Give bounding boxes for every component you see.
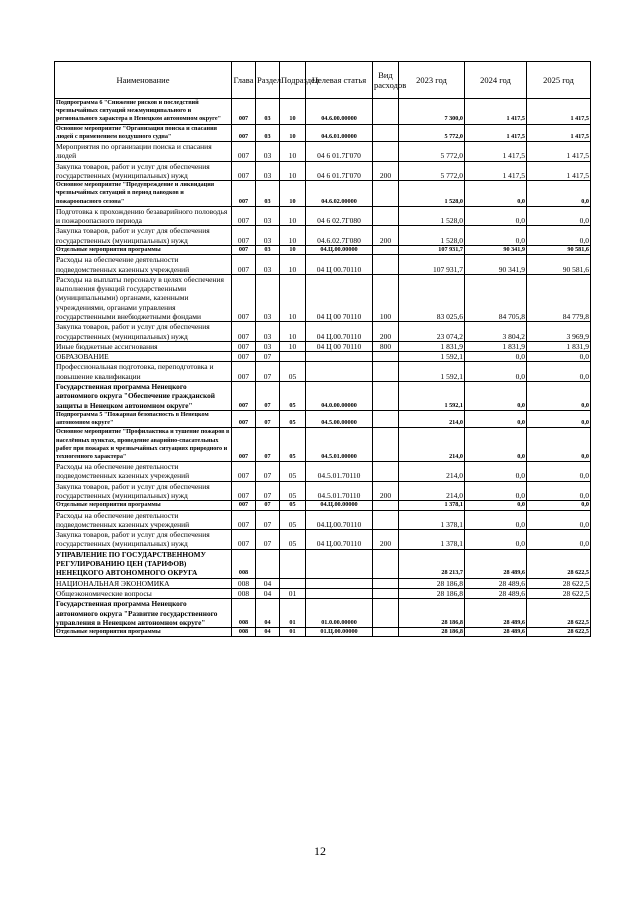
row-expense-type [373,578,399,588]
row-podrazdel: 05 [280,382,306,411]
row-glava: 007 [232,428,256,462]
row-value-2023: 107 931,7 [399,255,465,275]
row-value-2025: 0,0 [527,362,591,382]
row-expense-type: 200 [373,161,399,181]
row-target-article [306,578,373,588]
row-expense-type: 800 [373,341,399,351]
table-row [55,578,591,588]
row-value-2023: 7 300,0 [399,99,465,125]
row-value-2024: 0,0 [465,462,527,482]
row-expense-type [373,362,399,382]
row-podrazdel [280,549,306,578]
table-row [55,181,591,207]
row-value-2023: 28 213,7 [399,549,465,578]
row-razdel: 03 [256,181,280,207]
table-row [55,352,591,362]
row-razdel: 03 [256,246,280,255]
row-expense-type [373,352,399,362]
row-target-article: 04 6 01.7Г070 [306,142,373,162]
row-glava: 008 [232,628,256,637]
row-razdel: 07 [256,510,280,530]
row-podrazdel: 05 [280,501,306,510]
row-podrazdel: 01 [280,599,306,628]
row-expense-type [373,428,399,462]
row-podrazdel [280,352,306,362]
row-razdel: 03 [256,255,280,275]
row-value-2025: 3 969,9 [527,322,591,342]
row-value-2024: 1 417,5 [465,124,527,141]
row-razdel: 07 [256,410,280,427]
row-target-article: 04.6.02.00000 [306,181,373,207]
row-target-article: 04.Ц.00.00000 [306,501,373,510]
table-body [55,99,591,637]
row-expense-type: 200 [373,530,399,550]
row-value-2024: 1 417,5 [465,142,527,162]
row-value-2025: 84 779,8 [527,274,591,321]
row-value-2024: 90 341,9 [465,255,527,275]
row-expense-type [373,142,399,162]
row-name: Подпрограмма 5 "Пожарная безопасность в Ненецком автономном округе" [55,410,232,427]
row-glava: 007 [232,530,256,550]
row-name: Отдельные мероприятия программы [55,501,232,510]
row-name: Отдельные мероприятия программы [55,628,232,637]
row-name: Мероприятия по организации поиска и спасания людей [55,142,232,162]
row-value-2023: 28 186,8 [399,578,465,588]
row-value-2025: 0,0 [527,530,591,550]
row-name: УПРАВЛЕНИЕ ПО ГОСУДАРСТВЕННОМУ РЕГУЛИРОВАНИЮ ЦЕН (ТАРИФОВ) НЕНЕЦКОГО АВТОНОМНОГО ОКРУГА [55,549,232,578]
row-podrazdel: 10 [280,142,306,162]
row-name: Расходы на обеспечение деятельности подведомственных казенных учреждений [55,510,232,530]
row-value-2025: 0,0 [527,382,591,411]
row-glava: 007 [232,226,256,246]
table-row [55,124,591,141]
table-row [55,628,591,637]
row-value-2023: 214,0 [399,462,465,482]
row-podrazdel: 05 [280,410,306,427]
row-glava: 007 [232,501,256,510]
row-value-2024: 84 705,8 [465,274,527,321]
row-name: Закупка товаров, работ и услуг для обеспечения государственных (муниципальных) нужд [55,226,232,246]
row-podrazdel: 10 [280,226,306,246]
row-value-2024: 0,0 [465,181,527,207]
row-value-2023: 28 186,8 [399,599,465,628]
row-value-2023: 1 378,1 [399,530,465,550]
row-value-2025: 0,0 [527,410,591,427]
row-value-2024: 0,0 [465,352,527,362]
row-podrazdel: 10 [280,181,306,207]
row-value-2024: 28 489,6 [465,628,527,637]
row-expense-type: 100 [373,274,399,321]
row-razdel: 03 [256,341,280,351]
row-glava: 007 [232,255,256,275]
row-value-2025: 90 581,6 [527,255,591,275]
row-razdel: 03 [256,161,280,181]
header-name: Наименование [55,62,232,99]
row-value-2024: 0,0 [465,510,527,530]
header-year-2025: 2025 год [527,62,591,99]
row-podrazdel: 10 [280,255,306,275]
row-value-2025: 28 622,5 [527,599,591,628]
row-value-2023: 107 931,7 [399,246,465,255]
row-value-2025: 28 622,5 [527,578,591,588]
row-razdel: 07 [256,352,280,362]
row-podrazdel: 10 [280,322,306,342]
header-year-2023: 2023 год [399,62,465,99]
row-expense-type [373,99,399,125]
header-year-2024: 2024 год [465,62,527,99]
row-target-article: 04.5.01.00000 [306,428,373,462]
row-expense-type [373,510,399,530]
row-razdel: 04 [256,599,280,628]
row-glava: 007 [232,274,256,321]
row-name: Основное мероприятие "Предупреждение и ликвидация чрезвычайных ситуаций в период паводков и пожароопасного сезона" [55,181,232,207]
row-target-article: 04.5.00.00000 [306,410,373,427]
table-row [55,341,591,351]
row-name: ОБРАЗОВАНИЕ [55,352,232,362]
row-target-article: 01.0.00.00000 [306,599,373,628]
row-name: Подготовка к прохождению безаварийного половодья и пожароопасного периода [55,206,232,226]
row-value-2023: 83 025,6 [399,274,465,321]
row-target-article: 04.0.00.00000 [306,382,373,411]
table-row [55,481,591,501]
row-expense-type [373,410,399,427]
table-row [55,462,591,482]
row-value-2024: 0,0 [465,501,527,510]
row-value-2023: 5 772,0 [399,142,465,162]
row-podrazdel: 05 [280,530,306,550]
row-value-2024: 28 489,6 [465,599,527,628]
header-expense-type: Вид расходов [373,62,399,99]
row-value-2023: 214,0 [399,428,465,462]
row-glava: 008 [232,599,256,628]
row-value-2023: 23 074,2 [399,322,465,342]
row-value-2025: 0,0 [527,352,591,362]
row-value-2024: 90 341,9 [465,246,527,255]
row-razdel: 03 [256,274,280,321]
row-name: Расходы на обеспечение деятельности подведомственных казенных учреждений [55,462,232,482]
table-row [55,206,591,226]
row-target-article: 04.Ц.00.70110 [306,510,373,530]
page-number: 12 [314,844,326,858]
row-expense-type [373,124,399,141]
row-glava: 008 [232,578,256,588]
row-value-2023: 214,0 [399,481,465,501]
row-expense-type [373,206,399,226]
row-glava: 007 [232,206,256,226]
row-glava: 007 [232,462,256,482]
table-row [55,549,591,578]
table-row [55,599,591,628]
row-value-2023: 1 592,1 [399,382,465,411]
row-glava: 008 [232,549,256,578]
row-name: Отдельные мероприятия программы [55,246,232,255]
row-value-2024: 0,0 [465,226,527,246]
row-glava: 007 [232,124,256,141]
row-value-2024: 0,0 [465,206,527,226]
row-target-article: 04.6.01.00000 [306,124,373,141]
table-row [55,142,591,162]
row-razdel: 04 [256,588,280,598]
row-value-2024: 0,0 [465,428,527,462]
row-value-2023: 1 528,0 [399,206,465,226]
row-value-2024: 28 489,6 [465,578,527,588]
row-name: Расходы на обеспечение деятельности подведомственных казенных учреждений [55,255,232,275]
row-value-2024: 1 831,9 [465,341,527,351]
row-target-article: 04 Ц 00.70110 [306,255,373,275]
row-podrazdel: 10 [280,246,306,255]
row-glava: 007 [232,181,256,207]
row-target-article [306,588,373,598]
row-razdel: 03 [256,206,280,226]
row-razdel: 07 [256,362,280,382]
row-razdel: 07 [256,501,280,510]
table-row [55,255,591,275]
row-target-article: 04 Ц.00.70110 [306,322,373,342]
row-value-2025: 1 417,5 [527,161,591,181]
table-row [55,246,591,255]
row-name: Основное мероприятие "Организация поиска и спасания людей с применением воздушного судна" [55,124,232,141]
row-razdel: 04 [256,628,280,637]
row-value-2025: 0,0 [527,510,591,530]
row-name: Профессиональная подготовка, переподготовка и повышение квалификации [55,362,232,382]
row-value-2025: 0,0 [527,181,591,207]
row-value-2024: 0,0 [465,481,527,501]
row-name: Закупка товаров, работ и услуг для обеспечения государственных (муниципальных) нужд [55,161,232,181]
row-glava: 007 [232,510,256,530]
row-glava: 007 [232,362,256,382]
row-value-2023: 214,0 [399,410,465,427]
budget-table [54,61,591,637]
row-value-2023: 28 186,8 [399,628,465,637]
row-value-2025: 1 831,9 [527,341,591,351]
row-razdel: 03 [256,322,280,342]
row-value-2023: 5 772,0 [399,124,465,141]
row-value-2025: 1 417,5 [527,99,591,125]
row-target-article: 04 Ц 00 70110 [306,341,373,351]
row-value-2024: 0,0 [465,410,527,427]
row-target-article: 04.5.01.70110 [306,481,373,501]
row-value-2024: 28 489,6 [465,588,527,598]
row-target-article: 04.6.02.7Г080 [306,226,373,246]
row-value-2025: 0,0 [527,462,591,482]
row-value-2023: 1 528,0 [399,226,465,246]
row-expense-type: 200 [373,226,399,246]
row-glava: 007 [232,142,256,162]
row-target-article [306,362,373,382]
row-podrazdel: 10 [280,124,306,141]
row-expense-type [373,246,399,255]
row-podrazdel [280,578,306,588]
row-target-article [306,549,373,578]
row-razdel: 07 [256,462,280,482]
row-target-article: 04 6 01.7Г070 [306,161,373,181]
row-expense-type [373,599,399,628]
row-glava: 007 [232,322,256,342]
row-value-2024: 28 489,6 [465,549,527,578]
row-value-2024: 1 417,5 [465,161,527,181]
row-podrazdel: 10 [280,274,306,321]
row-value-2025: 0,0 [527,501,591,510]
row-expense-type [373,255,399,275]
row-podrazdel: 10 [280,161,306,181]
row-expense-type [373,382,399,411]
row-razdel [256,549,280,578]
header-glava: Глава [232,62,256,99]
row-name: Государственная программа Ненецкого автономного округа "Обеспечение гражданской защиты в Ненецком автономном округе" [55,382,232,411]
row-glava: 007 [232,341,256,351]
table-header-row [55,62,591,99]
row-podrazdel: 01 [280,628,306,637]
header-razdel: Раздел [256,62,280,99]
row-value-2023: 1 378,1 [399,501,465,510]
row-glava: 007 [232,352,256,362]
table-row [55,410,591,427]
row-target-article: 04.Ц.00.00000 [306,246,373,255]
row-value-2025: 1 417,5 [527,124,591,141]
row-value-2025: 28 622,5 [527,628,591,637]
row-value-2025: 0,0 [527,226,591,246]
row-podrazdel: 05 [280,428,306,462]
row-name: Закупка товаров, работ и услуг для обеспечения государственных (муниципальных) нужд [55,481,232,501]
row-name: Закупка товаров, работ и услуг для обеспечения государственных (муниципальных) нужд [55,530,232,550]
row-target-article: 01.Ц.00.00000 [306,628,373,637]
row-value-2025: 28 622,5 [527,588,591,598]
row-name: Государственная программа Ненецкого автономного округа "Развитие государственного управления в Ненецком автономном округе" [55,599,232,628]
row-name: Подпрограмма 6 "Снижение рисков и последствий чрезвычайных ситуаций межмуниципального и регионального характера в Ненецком автономном округе" [55,99,232,125]
row-razdel: 07 [256,428,280,462]
row-podrazdel: 10 [280,206,306,226]
row-razdel: 04 [256,578,280,588]
table-row [55,161,591,181]
row-expense-type [373,549,399,578]
table-row [55,510,591,530]
row-value-2023: 1 831,9 [399,341,465,351]
row-podrazdel: 05 [280,462,306,482]
row-expense-type [373,588,399,598]
row-value-2024: 1 417,5 [465,99,527,125]
row-glava: 007 [232,99,256,125]
row-target-article: 04 Ц 00 70110 [306,274,373,321]
row-glava: 007 [232,382,256,411]
row-glava: 007 [232,481,256,501]
table-row [55,588,591,598]
row-razdel: 07 [256,481,280,501]
row-expense-type [373,628,399,637]
row-razdel: 03 [256,226,280,246]
row-razdel: 03 [256,142,280,162]
row-value-2024: 0,0 [465,362,527,382]
row-value-2023: 5 772,0 [399,161,465,181]
table-row [55,501,591,510]
row-value-2025: 0,0 [527,428,591,462]
row-name: Основное мероприятие "Профилактика и тушение пожаров в населённых пунктах, проведение аварийно-спасательных работ при пожарах и чрезвычайных ситуациях природного и техногенного характера" [55,428,232,462]
table-row [55,428,591,462]
row-value-2023: 1 592,1 [399,362,465,382]
row-razdel: 03 [256,99,280,125]
row-value-2023: 1 378,1 [399,510,465,530]
table-row [55,274,591,321]
row-glava: 008 [232,588,256,598]
row-value-2023: 28 186,8 [399,588,465,598]
row-value-2025: 1 417,5 [527,142,591,162]
row-target-article [306,352,373,362]
row-value-2024: 0,0 [465,382,527,411]
row-value-2025: 0,0 [527,206,591,226]
row-value-2024: 3 804,2 [465,322,527,342]
row-podrazdel: 01 [280,588,306,598]
row-podrazdel: 10 [280,341,306,351]
table-row [55,362,591,382]
row-value-2024: 0,0 [465,530,527,550]
row-razdel: 03 [256,124,280,141]
row-name: Иные бюджетные ассигнования [55,341,232,351]
row-target-article: 04.6.00.00000 [306,99,373,125]
row-razdel: 07 [256,530,280,550]
row-podrazdel: 10 [280,99,306,125]
table-row [55,382,591,411]
row-expense-type [373,462,399,482]
table-row [55,226,591,246]
row-glava: 007 [232,246,256,255]
table-row [55,530,591,550]
row-value-2025: 90 581,6 [527,246,591,255]
row-expense-type: 200 [373,481,399,501]
row-expense-type [373,501,399,510]
row-value-2023: 1 592,1 [399,352,465,362]
row-podrazdel: 05 [280,481,306,501]
header-podrazdel: Подраздел [280,62,306,99]
row-target-article: 04.5.01.70110 [306,462,373,482]
row-target-article: 04 Ц.00.70110 [306,530,373,550]
header-target-article: Целевая статья [306,62,373,99]
row-name: Общеэкономические вопросы [55,588,232,598]
row-podrazdel: 05 [280,362,306,382]
row-name: Расходы на выплаты персоналу в целях обеспечения выполнения функций государственными (муниципальными) органами, казенными учреждениями, органами управления государственными внебюджетными фондами [55,274,232,321]
row-glava: 007 [232,410,256,427]
row-value-2023: 1 528,0 [399,181,465,207]
table-row [55,99,591,125]
row-podrazdel: 05 [280,510,306,530]
table-row [55,322,591,342]
row-glava: 007 [232,161,256,181]
row-razdel: 07 [256,382,280,411]
row-name: Закупка товаров, работ и услуг для обеспечения государственных (муниципальных) нужд [55,322,232,342]
row-expense-type: 200 [373,322,399,342]
row-expense-type [373,181,399,207]
row-value-2025: 0,0 [527,481,591,501]
row-value-2025: 28 622,5 [527,549,591,578]
row-target-article: 04 6 02.7Г080 [306,206,373,226]
row-name: НАЦИОНАЛЬНАЯ ЭКОНОМИКА [55,578,232,588]
